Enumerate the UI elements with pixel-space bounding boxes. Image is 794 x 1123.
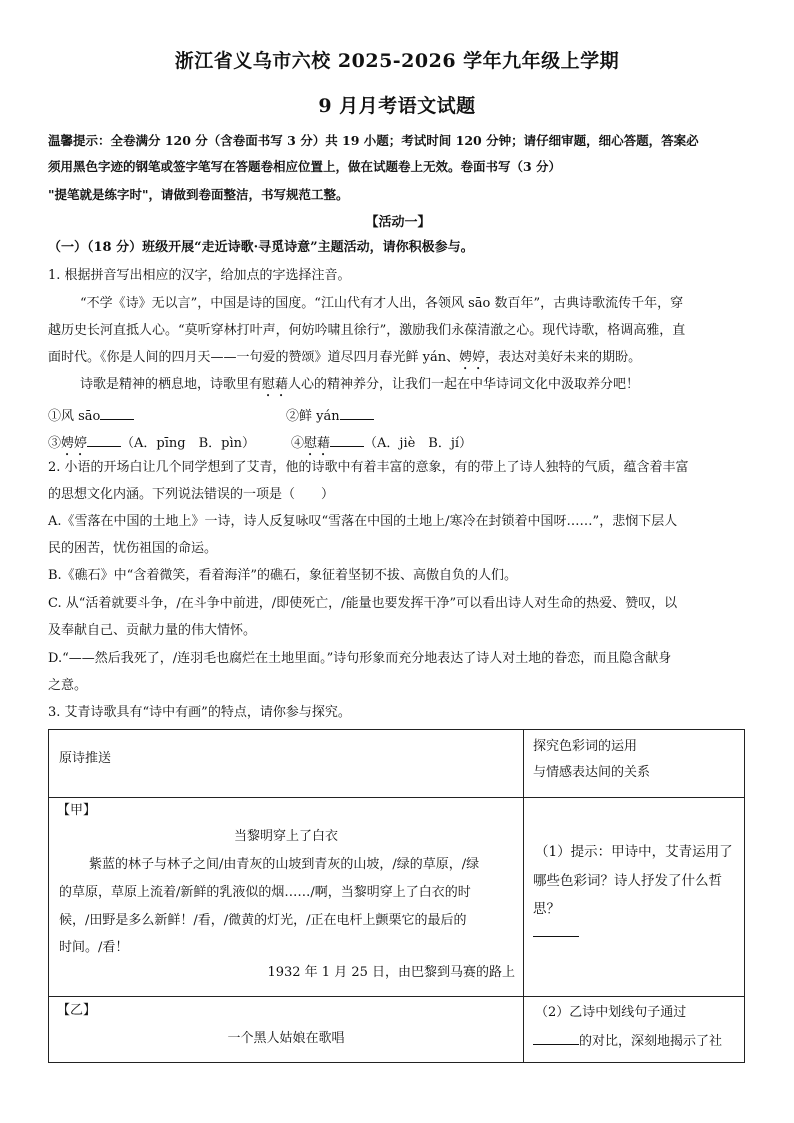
- q2-option-c-line-2: 及奉献自己、贡献力量的伟大情怀。: [48, 623, 257, 638]
- q1-item-3-choices: （A．pīng B．pìn）: [121, 436, 255, 451]
- exam-subtitle: 9 月月考语文试题: [318, 95, 476, 117]
- activity-intro: （一）（18 分）班级开展“走近诗歌·寻觅诗意”主题活动，请你积极参与。: [48, 240, 474, 255]
- q2-option-a-line-1: A.《雪落在中国的土地上》一诗，诗人反复咏叹“雪落在中国的土地上/寒冷在封锁着中国呀……”，悲悯下层人: [48, 514, 678, 529]
- q1-prompt: 1. 根据拼音写出相应的汉字，给加点的字选择注音。: [48, 268, 351, 283]
- q1-item-1-label: ①风 sāo: [48, 409, 101, 424]
- poem-jia-line-4: 时间。/看！: [59, 940, 129, 955]
- q2-prompt-line-2: 的思想文化内涵。下列说法错误的一项是（ ）: [48, 487, 335, 502]
- q3-sub1-answer[interactable]: [533, 922, 579, 945]
- q2-option-b: B.《礁石》中“含着微笑，看着海洋”的礁石，象征着坚韧不拔、高傲自负的人们。: [48, 568, 517, 583]
- q1-passage-line-3: [48, 349, 748, 373]
- q1-item-4-num: ④: [291, 436, 305, 451]
- q1-passage-line-1: “不学《诗》无以言”，中国是诗的国度。“江山代有才人出，各领风 sāo 数百年”，古典诗歌流传千年，穿: [80, 296, 684, 311]
- poem-jia-title: 当黎明穿上了白衣: [233, 829, 338, 844]
- q1-item-4: [291, 432, 531, 459]
- q1-item-3: [48, 432, 288, 459]
- q3-sub1-line-2: 哪些色彩词？诗人抒发了什么哲: [533, 873, 722, 889]
- activity-heading: 【活动一】: [365, 215, 431, 230]
- exam-title: 浙江省义乌市六校 2025-2026 学年九年级上学期: [174, 50, 620, 72]
- q1-para2-b: 人心的精神养分，让我们一起在中华诗词文化中汲取养分吧！: [288, 377, 640, 392]
- q1-item-3-word: 娉婷: [61, 436, 88, 451]
- answer-blank-1[interactable]: [100, 405, 134, 420]
- q1-para2-a: 诗歌是精神的栖息地，诗歌里有: [80, 377, 263, 392]
- table-row-divider-2: [49, 996, 744, 997]
- notice-line-2: 须用黑色字迹的钢笔或签字笔写在答题卷相应位置上，做在试题卷上无效。卷面书写（3 分）: [48, 159, 562, 174]
- answer-blank-2[interactable]: [340, 405, 374, 420]
- q1-passage-line-3b: ，表达对美好未来的期盼。: [485, 350, 642, 365]
- q1-passage-line-3a: 面时代。《你是人间的四月天——一句爱的赞颂》道尽四月春光鲜 yán、: [48, 350, 460, 365]
- q1-item-4-word: 慰藉: [304, 436, 331, 451]
- q3-sub2-line-1: （2）乙诗中划线句子通过: [535, 1005, 687, 1020]
- q2-prompt-line-1: 2. 小语的开场白让几个同学想到了艾青，他的诗歌中有着丰富的意象，有的带上了诗人独特的气质，蕴含着丰富: [48, 460, 689, 475]
- q1-item-4-choices: （A．jiè B．jí）: [364, 436, 473, 451]
- q1-passage-line-2: 越历史长河直抵人心。“莫听穿林打叶声，何妨吟啸且徐行”，激励我们永葆清澈之心。现代诗歌，格调高雅，直: [48, 323, 686, 338]
- q3-prompt: 3. 艾青诗歌具有“诗中有画”的特点，请你参与探究。: [48, 705, 351, 720]
- q3-sub2-line-2-text: 的对比，深刻地揭示了社: [579, 1034, 723, 1049]
- table-row-divider-1: [49, 797, 744, 798]
- q1-item-2-label: ②鲜 yán: [286, 409, 340, 424]
- table-header-right-2: 与情感表达间的关系: [533, 765, 651, 780]
- poem-yi-tag: 【乙】: [57, 1003, 97, 1018]
- q3-sub2-line-2: [533, 1030, 722, 1053]
- q3-table: [48, 729, 745, 1063]
- q3-sub1-answer-blank[interactable]: [533, 922, 579, 937]
- poem-jia-date: 1932 年 1 月 25 日，由巴黎到马赛的路上: [267, 965, 515, 980]
- q3-sub1-line-1: （1）提示：甲诗中，艾青运用了: [535, 844, 733, 860]
- dotted-word-pingting: 娉婷: [459, 350, 486, 365]
- q1-item-1: [48, 405, 298, 426]
- poem-jia-line-2: 的草原，草原上流着/新鲜的乳液似的烟……/啊，当黎明穿上了白衣的时: [59, 885, 471, 900]
- q1-passage-para-2: [80, 376, 780, 400]
- dotted-word-weiji: 慰藉: [262, 377, 289, 392]
- poem-jia-tag: 【甲】: [57, 803, 97, 818]
- q2-option-a-line-2: 民的困苦，忧伤祖国的命运。: [48, 541, 218, 556]
- q2-option-c-line-1: C. 从“活着就要斗争，/在斗争中前进，/即使死亡，/能量也要发挥干净”可以看出诗人对生命的热爱、赞叹，以: [48, 596, 678, 611]
- q2-option-d-line-2: 之意。: [48, 678, 88, 693]
- notice-line-3: "提笔就是练字时"，请做到卷面整洁，书写规范工整。: [48, 187, 349, 202]
- q3-sub2-answer-blank[interactable]: [533, 1030, 579, 1045]
- table-header-left: 原诗推送: [59, 751, 112, 766]
- q1-item-2: [286, 405, 536, 426]
- answer-blank-4[interactable]: [330, 432, 364, 447]
- notice-line-1: 温馨提示：全卷满分 120 分（含卷面书写 3 分）共 19 小题；考试时间 120 分钟；请仔细审题，细心答题，答案必: [48, 133, 699, 148]
- poem-jia-line-1: 紫蓝的林子与林子之间/由青灰的山坡到青灰的山坡，/绿的草原，/绿: [89, 857, 480, 872]
- table-header-right-1: 探究色彩词的运用: [533, 739, 638, 754]
- q1-item-3-num: ③: [48, 436, 62, 451]
- poem-jia-line-3: 候，/田野是多么新鲜！/看，/微黄的灯光，/正在电杆上颤栗它的最后的: [59, 913, 467, 928]
- poem-yi-title: 一个黑人姑娘在歌唱: [227, 1031, 345, 1046]
- answer-blank-3[interactable]: [87, 432, 121, 447]
- q3-sub1-line-3: 思？: [533, 901, 560, 917]
- table-column-divider: [523, 730, 524, 1062]
- q2-option-d-line-1: D.“——然后我死了，/连羽毛也腐烂在土地里面。”诗句形象而充分地表达了诗人对土地的眷恋，而且隐含献身: [48, 651, 672, 666]
